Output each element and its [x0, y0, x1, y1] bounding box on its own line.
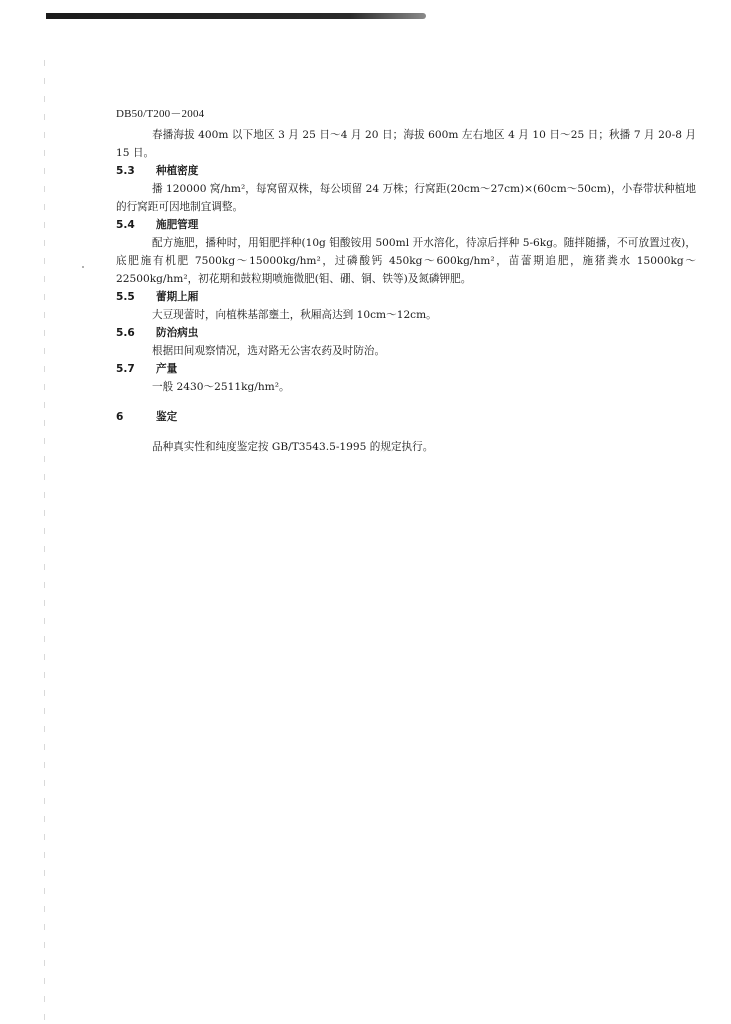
section-title: 蕾期上厢 [156, 291, 199, 303]
section-number: 5.3 [116, 165, 135, 177]
section-number: 5.4 [116, 219, 135, 231]
section-heading-5-4 [116, 216, 696, 234]
section-heading-5-7 [116, 360, 696, 378]
section-heading-5-3 [116, 162, 696, 180]
section-text-5-3: 播 120000 窝/hm²，每窝留双株，每公顷留 24 万株；行窝距(20cm～27cm)×(60cm～50cm)，小春带状种植地的行窝距可因地制宜调整。 [116, 183, 696, 213]
section-number: 5.7 [116, 363, 135, 375]
section-title: 防治病虫 [156, 327, 199, 339]
section-title: 施肥管理 [156, 219, 199, 231]
section-text-5-6: 根据田间观察情况，选对路无公害农药及时防治。 [152, 345, 386, 357]
section-title: 种植密度 [156, 165, 199, 177]
section-text-5-7: 一般 2430～2511kg/hm²。 [152, 381, 290, 393]
chapter-heading-6 [116, 408, 696, 426]
document-body [116, 126, 696, 456]
chapter-number: 6 [116, 411, 124, 423]
section-heading-5-6 [116, 324, 696, 342]
scan-left-edge [44, 60, 45, 1020]
chapter-title: 鉴定 [156, 411, 178, 423]
document-code: DB50/T200－2004 [116, 108, 205, 120]
sowing-time-paragraph: 春播海拔 400m 以下地区 3 月 25 日～4 月 20 日；海拔 600m 左右地区 4 月 10 日～25 日；秋播 7 月 20-8 月 15 日。 [116, 129, 696, 159]
scan-speck [82, 266, 84, 268]
section-text-5-4: 配方施肥，播种时，用钼肥拌种(10g 钼酸铵用 500ml 开水溶化，待凉后拌种 5-6kg。随拌随播，不可放置过夜)，底肥施有机肥 7500kg～15000kg/hm²，过磷酸钙 450kg～600kg/hm²，苗蕾期追肥，施猪粪水 15000kg～22500kg/hm²，初花期和鼓粒期喷施微肥(钼、硼、铜、铁等)及氮磷钾肥。 [116, 237, 696, 285]
section-title: 产量 [156, 363, 178, 375]
section-number: 5.6 [116, 327, 135, 339]
scan-top-rule [46, 13, 426, 19]
section-text-5-5: 大豆现蕾时，向植株基部壅土，秋厢高达到 10cm～12cm。 [152, 309, 437, 321]
section-number: 5.5 [116, 291, 135, 303]
chapter-text-6: 品种真实性和纯度鉴定按 GB/T3543.5-1995 的规定执行。 [152, 441, 434, 453]
section-heading-5-5 [116, 288, 696, 306]
